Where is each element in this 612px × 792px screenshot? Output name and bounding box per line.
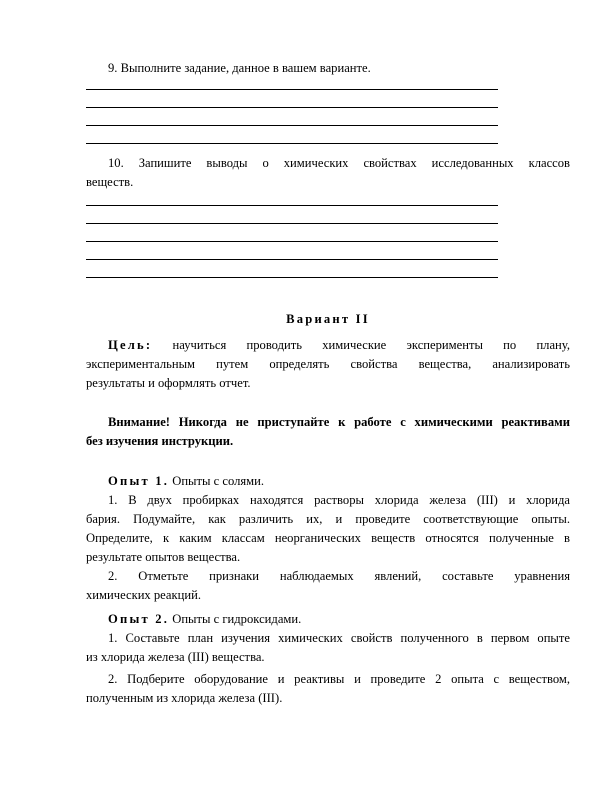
exp2-paragraph-2-line-1: 2. Подберите оборудование и реактивы и проведите 2 опыта с веществом, [108,672,570,686]
goal-line-3: результаты и оформлять отчет. [86,376,251,390]
exp1-paragraph-1-line-1: 1. В двух пробирках находятся растворы хлорида железа (III) и хлорида [108,493,570,507]
answer-line [86,205,498,206]
question-9: 9. Выполните задание, данное в вашем варианте. [108,61,371,75]
answer-line [86,89,498,90]
experiment-1-title: Опыты с солями. [169,474,265,488]
variant-title: Вариант II [286,312,370,326]
goal-text: научиться проводить химические эксперименты по плану, [152,338,570,352]
answer-line [86,125,498,126]
answer-line [86,241,498,242]
warning-line-2: без изучения инструкции. [86,434,234,448]
experiment-1-label: Опыт 1. [108,474,170,488]
exp1-paragraph-2-line-1: 2. Отметьте признаки наблюдаемых явлений, составьте уравнения [108,569,570,583]
experiment-2-heading [86,610,570,629]
experiment-1-heading [86,472,570,491]
goal-line-1 [86,336,570,355]
answer-line [86,107,498,108]
question-10-line-1: 10. Запишите выводы о химических свойствах исследованных классов [108,156,570,170]
answer-line [86,259,498,260]
experiment-2-label: Опыт 2. [108,612,170,626]
warning-line-1: Внимание! Никогда не приступайте к работе с химическими реактивами [108,415,570,429]
answer-line [86,143,498,144]
answer-line [86,277,498,278]
exp1-paragraph-2-line-2: химических реакций. [86,588,201,602]
exp2-paragraph-2-line-2: полученным из хлорида железа (III). [86,691,283,705]
exp2-paragraph-1-line-2: из хлорида железа (III) вещества. [86,650,265,664]
exp1-paragraph-1-line-3: Определите, к каким классам неорганических веществ относятся полученные в [86,531,570,545]
goal-label: Цель: [108,338,153,352]
answer-line [86,223,498,224]
goal-line-2: экспериментальным путем определять свойства вещества, анализировать [86,357,570,371]
exp1-paragraph-1-line-2: бария. Подумайте, как различить их, и проведите соответствующие опыты. [86,512,570,526]
question-10-line-2: веществ. [86,175,134,189]
experiment-2-title: Опыты с гидроксидами. [169,612,302,626]
exp1-paragraph-1-line-4: результате опытов вещества. [86,550,241,564]
exp2-paragraph-1-line-1: 1. Составьте план изучения химических свойств полученного в первом опыте [108,631,570,645]
